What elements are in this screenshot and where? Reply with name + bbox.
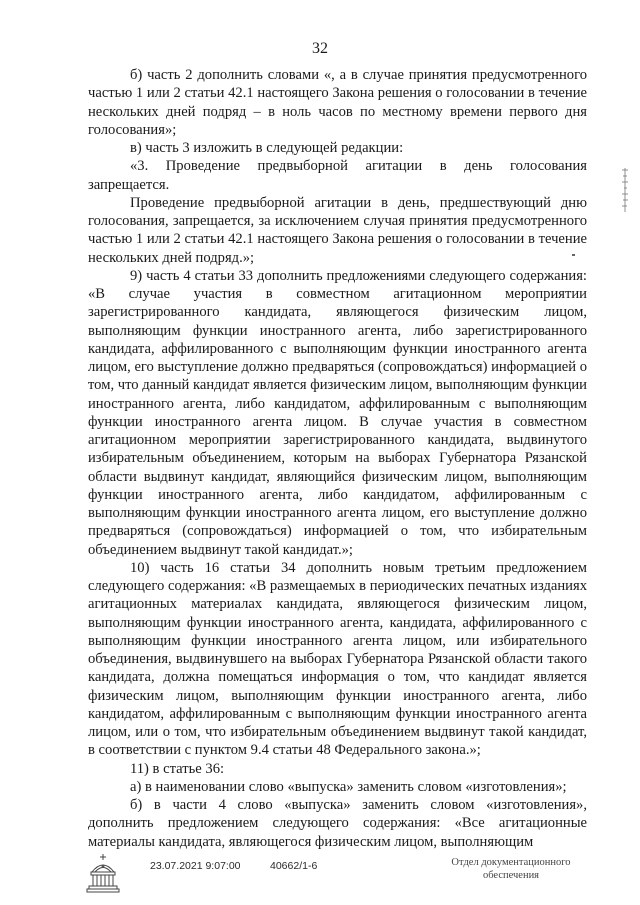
scan-artifact	[621, 168, 629, 212]
footer-doc-number: 40662/1-6	[270, 860, 318, 872]
paragraph: 10) часть 16 статьи 34 дополнить новым третьим предложением следующего содержания: «В размещаемых в периодических печатных изданиях агитационных материалах кандидата, являющегося физическим лицом, выполняющим функции иностранного агента, кандидата, аффилированного с выполняющим функции иностранного агента лицом, или избирательного объединения, выдвинувшего на выборах Губернатора Рязанской области такого кандидата, должна помещаться информация о том, что кандидат является физическим лицом, выполняющим функции иностранного агента, либо кандидатом, аффилированным с выполняющим функции иностранного агента лицом, или о том, что избирательным объединением выдвинут такой кандидат, в соответствии с пунктом 9.4 статьи 48 Федерального закона.»;	[88, 559, 587, 759]
paragraph: в) часть 3 изложить в следующей редакции:	[130, 140, 404, 156]
footer-department: Отдел документационного обеспечения	[451, 857, 571, 881]
paragraph: а) в наименовании слово «выпуска» заменить словом «изготовления»;	[130, 778, 567, 795]
document-body	[88, 66, 587, 851]
paragraph: 9) часть 4 статьи 33 дополнить предложениями следующего содержания: «В случае участия в совместном агитационном мероприятии зарегистрированного кандидата, являющегося физическим лицом, выполняющим функции иностранного агента, либо зарегистрированного кандидата, аффилированного с выполняющим функции иностранного агента лицом, его выступление должно предваряться (сопровождаться) информацией о том, что данный кандидат является физическим лицом, выполняющим функции иностранного агента, либо кандидатом, аффилированным с выполняющим функции иностранного агента лицом. В случае участия в совместном агитационном мероприятии зарегистрированного кандидата, выдвинутого избирательным объединением, которым на выборах Губернатора Рязанской области выдвинут кандидат, являющийся физическим лицом, выполняющим функции иностранного агента, либо кандидатом, аффилированным с выполняющим функции иностранного агента лицом, его выступление должно предваряться (сопровождаться) информацией о том, что избирательным объединением выдвинут такой кандидат.»;	[88, 267, 588, 558]
emblem-icon	[86, 852, 120, 894]
paragraph: «3. Проведение предвыборной агитации в день голосования запрещается.	[88, 158, 587, 193]
scan-artifact	[572, 254, 575, 256]
page-number: 32	[312, 40, 328, 57]
paragraph: б) в части 4 слово «выпуска» заменить словом «изготовления», дополнить предложением следующего содержания: «Все агитационные материалы кандидата, являющегося физическим лицом, выполняющим	[88, 797, 587, 850]
paragraph: 11) в статье 36:	[130, 760, 225, 777]
footer-date: 23.07.2021 9:07:00	[150, 860, 241, 872]
paragraph: Проведение предвыборной агитации в день, предшествующий дню голосования, запрещается, за исключением случая принятия предусмотренного частью 1 или 2 статьи 42.1 настоящего Закона решения о голосовании в течение нескольких дней подряд.»;	[88, 194, 587, 266]
paragraph: б) часть 2 дополнить словами «, а в случае принятия предусмотренного частью 1 или 2 статьи 42.1 настоящего Закона решения о голосовании в течение нескольких дней подряд – в ноль часов по местному времени первого дня голосования»;	[88, 67, 587, 138]
